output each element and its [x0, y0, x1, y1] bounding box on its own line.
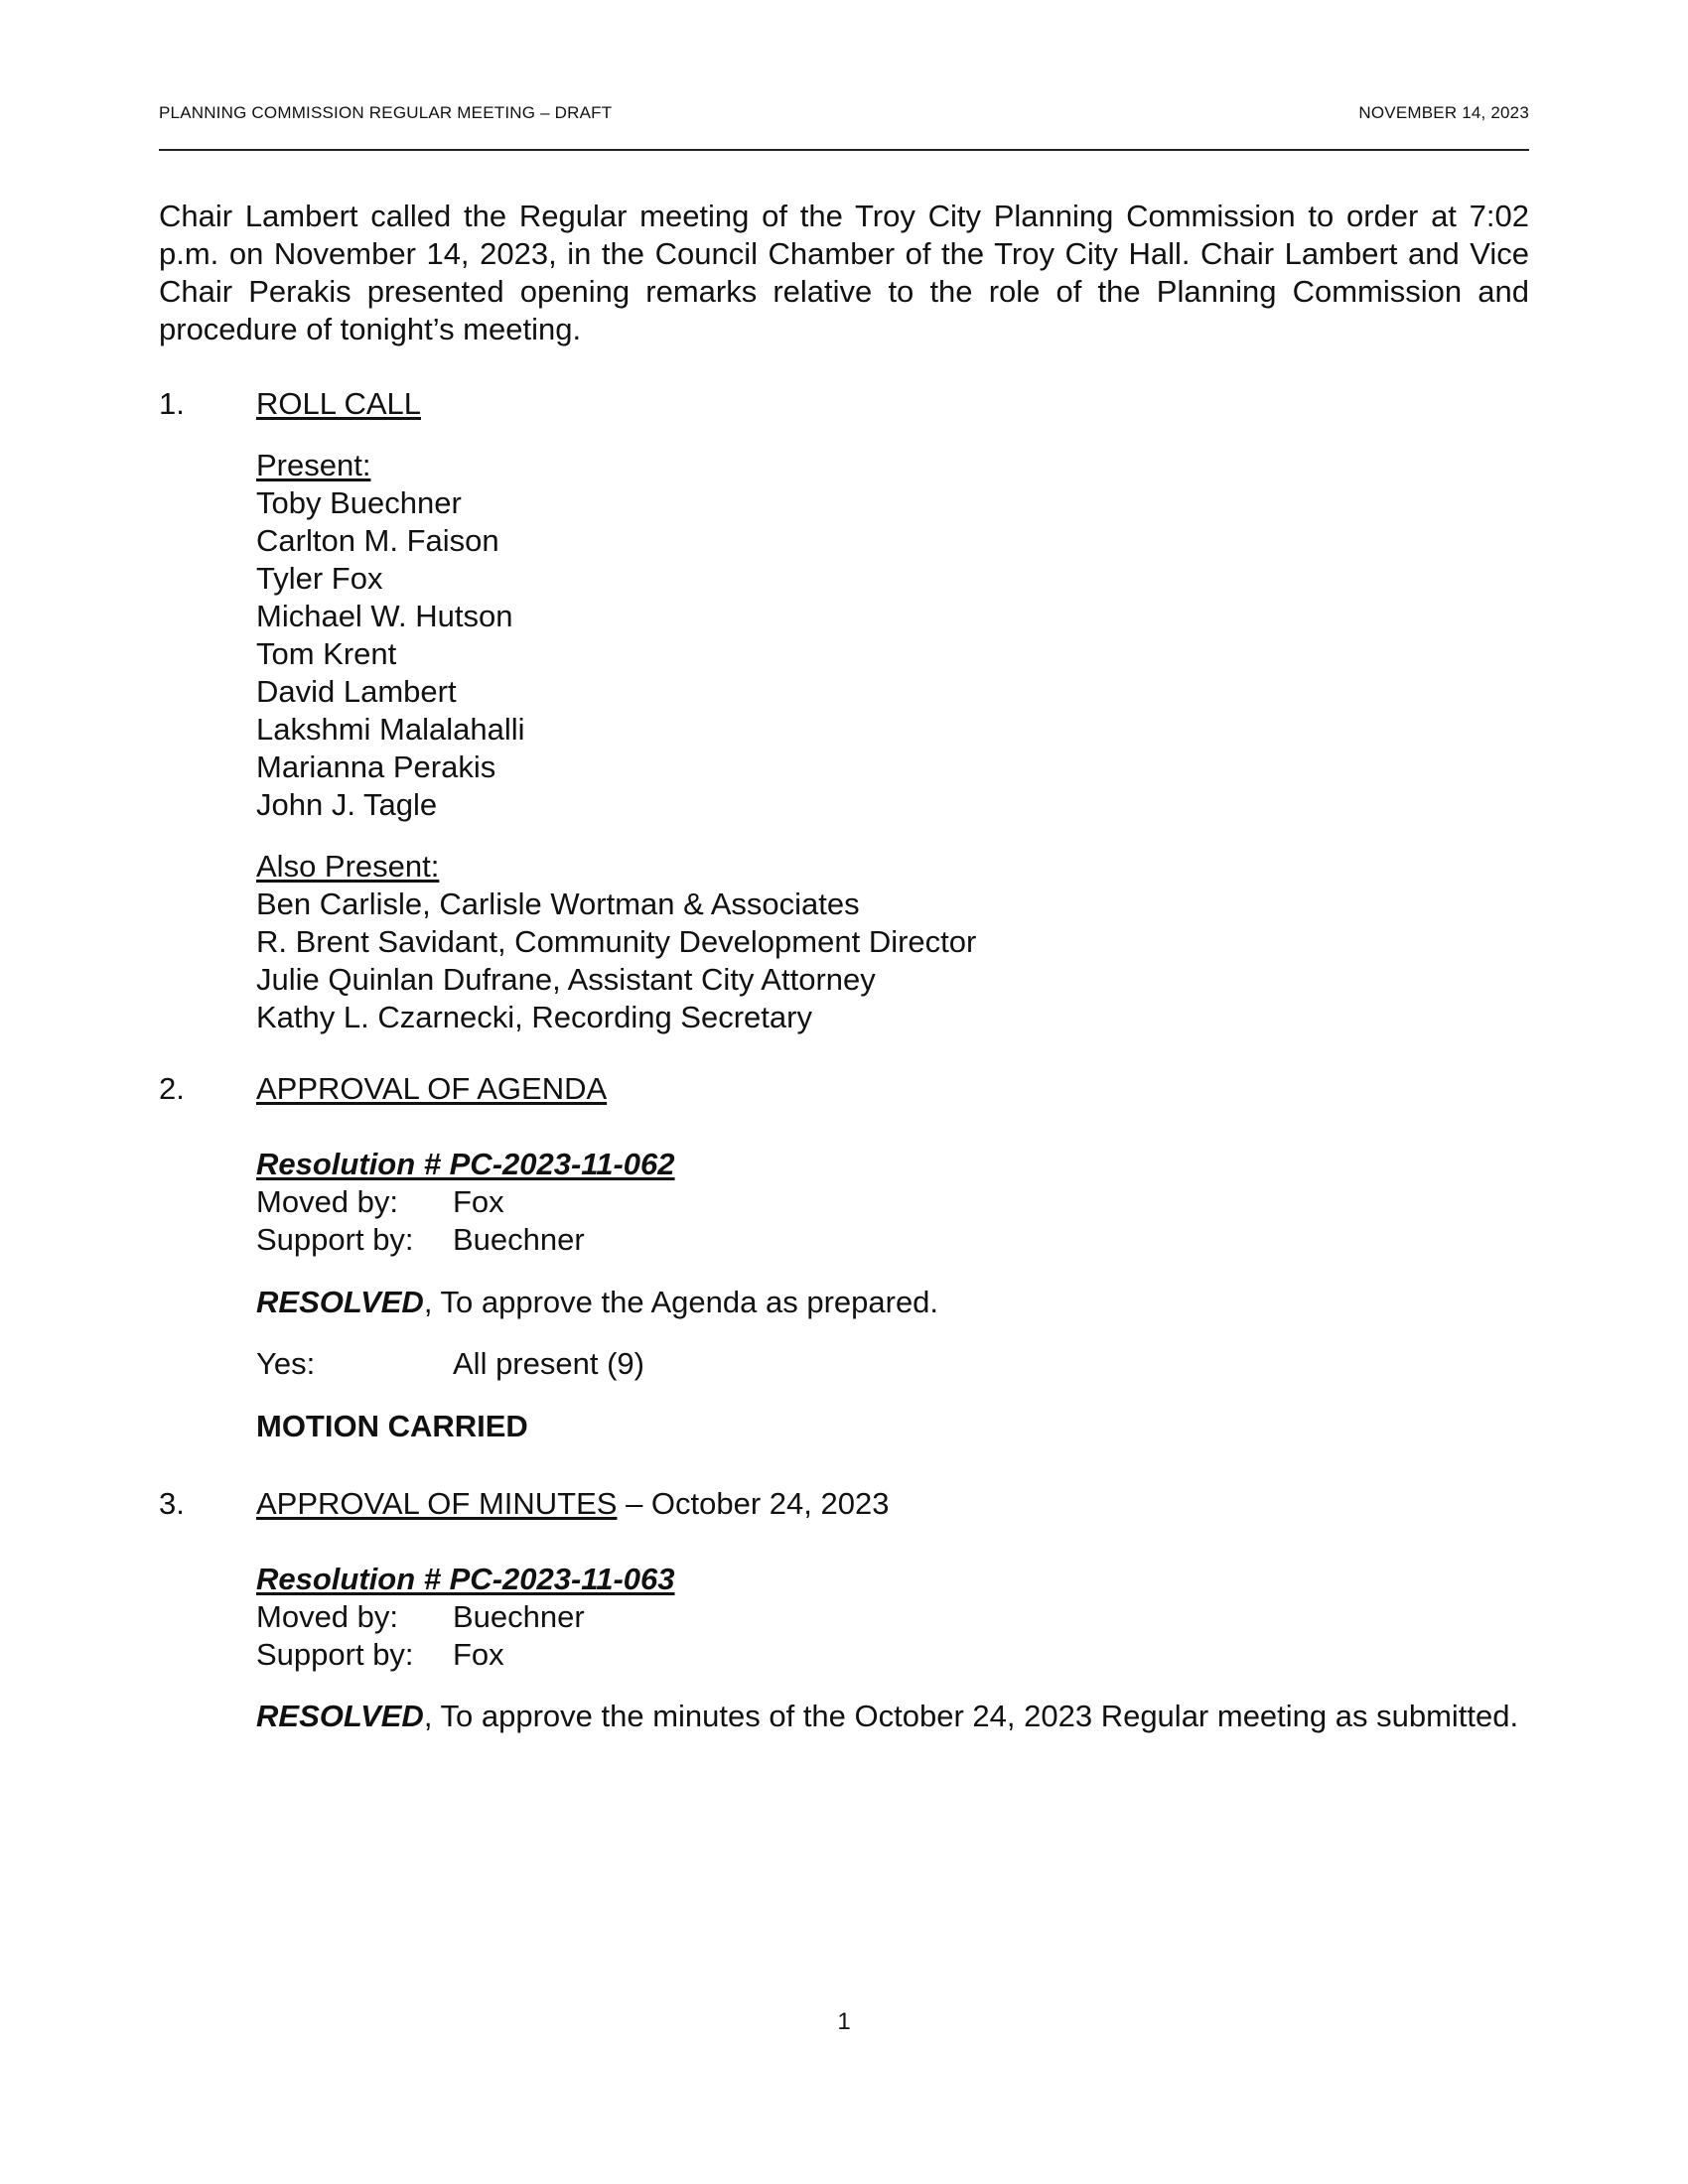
section-title-line [256, 1485, 889, 1523]
page-number: 1 [837, 2008, 851, 2035]
section-title-date: – October 24, 2023 [617, 1486, 890, 1521]
present-member: Marianna Perakis [256, 750, 496, 784]
section-number: 3. [159, 1486, 185, 1521]
resolved-text: , To approve the Agenda as prepared. [423, 1285, 939, 1319]
resolved-keyword: RESOLVED [256, 1285, 424, 1319]
also-present-member: R. Brent Savidant, Community Development Director [256, 924, 977, 959]
moved-by-value: Fox [453, 1184, 504, 1219]
page-header [159, 101, 1529, 151]
support-by-row [256, 1221, 1529, 1259]
resolution-number: Resolution # PC-2023-11-062 [256, 1147, 675, 1181]
section-title: APPROVAL OF AGENDA [256, 1071, 608, 1106]
also-present-member: Ben Carlisle, Carlisle Wortman & Associates [256, 887, 860, 921]
yes-label: Yes: [256, 1346, 316, 1381]
resolved-statement [256, 1698, 1529, 1735]
also-present-member: Julie Quinlan Dufrane, Assistant City Attorney [256, 962, 876, 997]
yes-vote-row [256, 1345, 1529, 1383]
present-member: Carlton M. Faison [256, 523, 499, 558]
also-present-label: Also Present: [256, 849, 440, 884]
support-by-value: Fox [453, 1637, 504, 1672]
header-meeting-title: PLANNING COMMISSION REGULAR MEETING – DRAFT [159, 103, 613, 122]
present-member: Toby Buechner [256, 485, 462, 520]
present-member: Tom Krent [256, 636, 397, 671]
resolution-number: Resolution # PC-2023-11-063 [256, 1562, 675, 1596]
moved-by-value: Buechner [453, 1599, 585, 1634]
resolution-block [256, 1146, 1529, 1259]
resolution-block [256, 1561, 1529, 1674]
section-number: 1. [159, 386, 185, 421]
header-meeting-date: NOVEMBER 14, 2023 [1358, 103, 1529, 122]
moved-by-row [256, 1598, 1529, 1636]
present-member: Tyler Fox [256, 561, 383, 596]
resolved-statement [256, 1284, 1529, 1321]
support-by-label: Support by: [256, 1637, 414, 1672]
section-number: 2. [159, 1071, 185, 1106]
section-title: ROLL CALL [256, 386, 421, 421]
intro-paragraph: Chair Lambert called the Regular meeting of the Troy City Planning Commission to order at 7:02 p.m. on November 14, 2023, in the Council Chamber of the Troy City Hall. Chair Lambert and Vice Chair Perakis presented opening remarks relative to the role of the Planning Commission and procedure of tonight’s meeting. [159, 199, 1529, 346]
also-present-list [256, 848, 1529, 1036]
support-by-value: Buechner [453, 1222, 585, 1257]
also-present-member: Kathy L. Czarnecki, Recording Secretary [256, 1000, 812, 1034]
present-member: Michael W. Hutson [256, 599, 513, 633]
motion-carried: MOTION CARRIED [256, 1409, 528, 1443]
moved-by-label: Moved by: [256, 1599, 399, 1634]
resolved-text: , To approve the minutes of the October 24, 2023 Regular meeting as submitted. [423, 1699, 1519, 1733]
document-page [159, 0, 1529, 2184]
moved-by-label: Moved by: [256, 1184, 399, 1219]
present-member: David Lambert [256, 674, 457, 709]
support-by-row [256, 1636, 1529, 1674]
present-member: Lakshmi Malalahalli [256, 712, 525, 747]
support-by-label: Support by: [256, 1222, 414, 1257]
resolved-keyword: RESOLVED [256, 1699, 424, 1733]
present-label: Present: [256, 448, 371, 482]
yes-value: All present (9) [453, 1346, 644, 1381]
vote-block [256, 1345, 1529, 1383]
present-member: John J. Tagle [256, 787, 438, 822]
section-title: APPROVAL OF MINUTES [256, 1486, 618, 1521]
moved-by-row [256, 1183, 1529, 1221]
present-list [256, 447, 1529, 824]
